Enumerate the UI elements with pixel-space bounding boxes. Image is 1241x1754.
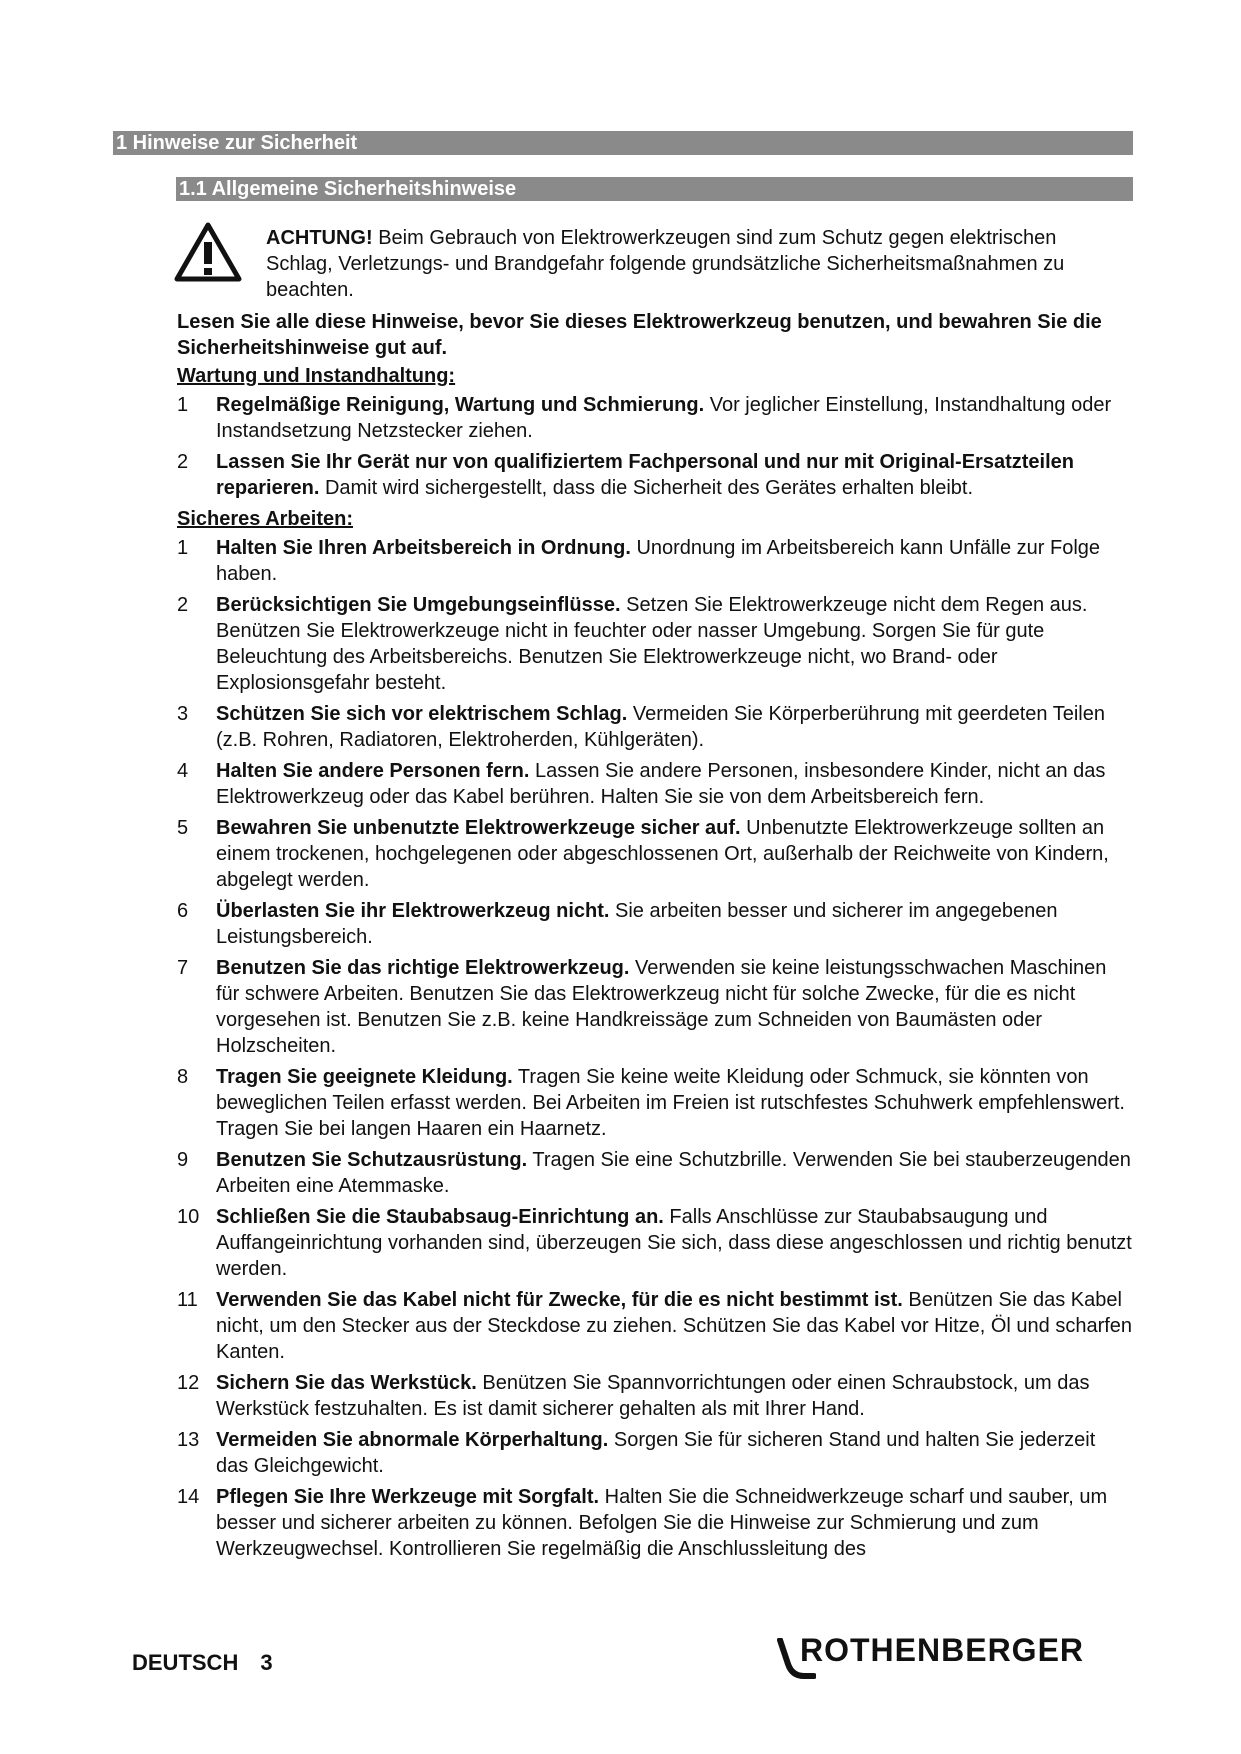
page-number: 3 bbox=[260, 1650, 273, 1675]
item-text: Damit wird sichergestellt, dass die Sicherheit des Gerätes erhalten bleibt. bbox=[319, 477, 974, 499]
item-bold: Benutzen Sie Schutzausrüstung. bbox=[216, 1149, 528, 1171]
list-item bbox=[177, 1204, 1133, 1282]
list-item bbox=[177, 392, 1133, 444]
item-number: 3 bbox=[177, 703, 189, 725]
maintenance-heading: Wartung und Instandhaltung: bbox=[177, 365, 456, 387]
list-item bbox=[177, 449, 1133, 501]
item-bold: Vermeiden Sie abnormale Körperhaltung. bbox=[216, 1429, 609, 1451]
warning-text: Beim Gebrauch von Elektrowerkzeugen sind zum Schutz gegen elektrischen Schlag, Verletzungs- und Brandgefahr folgende grundsätzliche Sicherheitsmaßnahmen zu beachten. bbox=[266, 227, 1065, 301]
item-bold: Verwenden Sie das Kabel nicht für Zwecke, für die es nicht bestimmt ist. bbox=[216, 1289, 903, 1311]
item-text: Benützen Sie Spannvorrichtungen oder einen Schraubstock, um das Werkstück festzuhalten. Es ist damit sicherer gehalten als mit Ihrer Hand. bbox=[216, 1372, 1090, 1420]
item-bold: Halten Sie andere Personen fern. bbox=[216, 760, 530, 782]
list-item bbox=[177, 1427, 1133, 1479]
list-item bbox=[177, 815, 1133, 893]
list-item bbox=[177, 1064, 1133, 1142]
warning-block bbox=[266, 225, 1106, 303]
list-item bbox=[177, 1287, 1133, 1365]
section-heading: 1 Hinweise zur Sicherheit bbox=[113, 131, 1133, 155]
list-item bbox=[177, 1484, 1133, 1562]
item-text: Tragen Sie keine weite Kleidung oder Schmuck, sie könnten von beweglichen Teilen erfasst werden. Bei Arbeiten im Freien ist rutschfestes Schuhwerk empfehlenswert. Tragen Sie bei langen Haaren ein Haarnetz. bbox=[216, 1066, 1125, 1140]
item-text: Vor jeglicher Einstellung, Instandhaltung oder Instandsetzung Netzstecker ziehen. bbox=[216, 394, 1112, 442]
item-text: Unbenutzte Elektrowerkzeuge sollten an einem trockenen, hochgelegenen oder abgeschlossenen Ort, außerhalb der Reichweite von Kindern, abgelegt werden. bbox=[216, 817, 1109, 891]
logo-text: ROTHENBERGER bbox=[800, 1632, 1085, 1668]
item-bold: Überlasten Sie ihr Elektrowerkzeug nicht. bbox=[216, 900, 610, 922]
list-item bbox=[177, 758, 1133, 810]
item-bold: Benutzen Sie das richtige Elektrowerkzeug. bbox=[216, 957, 630, 979]
item-number: 9 bbox=[177, 1149, 189, 1171]
brand-logo bbox=[770, 1632, 1085, 1680]
list-item bbox=[177, 701, 1133, 753]
item-number: 4 bbox=[177, 760, 189, 782]
item-bold: Bewahren Sie unbenutzte Elektrowerkzeuge sicher auf. bbox=[216, 817, 741, 839]
item-number: 8 bbox=[177, 1066, 189, 1088]
item-number: 13 bbox=[177, 1429, 200, 1451]
footer-language: DEUTSCH bbox=[132, 1650, 239, 1675]
item-bold: Sichern Sie das Werkstück. bbox=[216, 1372, 477, 1394]
list-item bbox=[177, 535, 1133, 587]
item-bold: Schützen Sie sich vor elektrischem Schlag. bbox=[216, 703, 628, 725]
item-number: 1 bbox=[177, 537, 189, 559]
item-text: Halten Sie die Schneidwerkzeuge scharf und sauber, um besser und sicherer arbeiten zu können. Befolgen Sie die Hinweise zur Schmierung und zum Werkzeugwechsel. Kontrollieren Sie regelmäßig die Anschlussleitung des bbox=[216, 1486, 1108, 1560]
item-number: 7 bbox=[177, 957, 189, 979]
item-bold: Pflegen Sie Ihre Werkzeuge mit Sorgfalt. bbox=[216, 1486, 600, 1508]
list-item bbox=[177, 592, 1133, 696]
subsection-heading: 1.1 Allgemeine Sicherheitshinweise bbox=[176, 177, 1133, 201]
list-item bbox=[177, 1370, 1133, 1422]
item-bold: Tragen Sie geeignete Kleidung. bbox=[216, 1066, 513, 1088]
item-bold: Berücksichtigen Sie Umgebungseinflüsse. bbox=[216, 594, 621, 616]
safety-content bbox=[177, 309, 1133, 1567]
item-text: Unordnung im Arbeitsbereich kann Unfälle zur Folge haben. bbox=[216, 537, 1101, 585]
item-bold: Schließen Sie die Staubabsaug-Einrichtung an. bbox=[216, 1206, 664, 1228]
item-number: 10 bbox=[177, 1206, 200, 1228]
item-text: Sorgen Sie für sicheren Stand und halten Sie jederzeit das Gleichgewicht. bbox=[216, 1429, 1096, 1477]
safe-work-heading: Sicheres Arbeiten: bbox=[177, 508, 353, 530]
item-number: 14 bbox=[177, 1486, 200, 1508]
item-bold: Lassen Sie Ihr Gerät nur von qualifiziertem Fachpersonal und nur mit Original-Ersatzteilen reparieren. bbox=[216, 451, 1074, 499]
item-number: 1 bbox=[177, 394, 189, 416]
item-text: Setzen Sie Elektrowerkzeuge nicht dem Regen aus. Benützen Sie Elektrowerkzeuge nicht in feuchter oder nasser Umgebung. Sorgen Sie für gute Beleuchtung des Arbeitsbereichs. Benutzen Sie Elektrowerkzeuge nicht, wo Brand- oder Explosionsgefahr besteht. bbox=[216, 594, 1088, 694]
item-number: 2 bbox=[177, 451, 189, 473]
list-item bbox=[177, 898, 1133, 950]
item-text: Vermeiden Sie Körperberührung mit geerdeten Teilen (z.B. Rohren, Radiatoren, Elektroherden, Kühlgeräten). bbox=[216, 703, 1105, 751]
item-bold: Halten Sie Ihren Arbeitsbereich in Ordnung. bbox=[216, 537, 631, 559]
item-text: Benützen Sie das Kabel nicht, um den Stecker aus der Steckdose zu ziehen. Schützen Sie das Kabel vor Hitze, Öl und scharfen Kanten. bbox=[216, 1289, 1133, 1363]
item-text: Falls Anschlüsse zur Staubabsaugung und Auffangeinrichtung vorhanden sind, überzeugen Sie sich, dass diese angeschlossen und richtig benutzt werden. bbox=[216, 1206, 1132, 1280]
item-bold: Regelmäßige Reinigung, Wartung und Schmierung. bbox=[216, 394, 705, 416]
item-number: 12 bbox=[177, 1372, 200, 1394]
intro-text: Lesen Sie alle diese Hinweise, bevor Sie dieses Elektrowerkzeug benutzen, und bewahren Sie die Sicherheitshinweise gut auf. bbox=[177, 311, 1102, 359]
item-number: 5 bbox=[177, 817, 189, 839]
warning-label: ACHTUNG! bbox=[266, 227, 373, 249]
footer bbox=[132, 1650, 295, 1676]
item-number: 11 bbox=[177, 1289, 198, 1311]
item-text: Sie arbeiten besser und sicherer im angegebenen Leistungsbereich. bbox=[216, 900, 1058, 948]
item-number: 6 bbox=[177, 900, 189, 922]
item-number: 2 bbox=[177, 594, 189, 616]
warning-triangle-icon bbox=[174, 222, 242, 282]
item-text: Verwenden sie keine leistungsschwachen Maschinen für schwere Arbeiten. Benutzen Sie das Elektrowerkzeug nicht für solche Zwecke, für die es nicht vorgesehen ist. Benutzen Sie z.B. keine Handkreissäge zum Schneiden von Baumästen oder Holzscheiten. bbox=[216, 957, 1107, 1057]
list-item bbox=[177, 1147, 1133, 1199]
list-item bbox=[177, 955, 1133, 1059]
item-text: Lassen Sie andere Personen, insbesondere Kinder, nicht an das Elektrowerkzeug oder das Kabel berühren. Halten Sie sie von dem Arbeitsbereich fern. bbox=[216, 760, 1106, 808]
item-text: Tragen Sie eine Schutzbrille. Verwenden Sie bei stauberzeugenden Arbeiten eine Atemmaske. bbox=[216, 1149, 1131, 1197]
